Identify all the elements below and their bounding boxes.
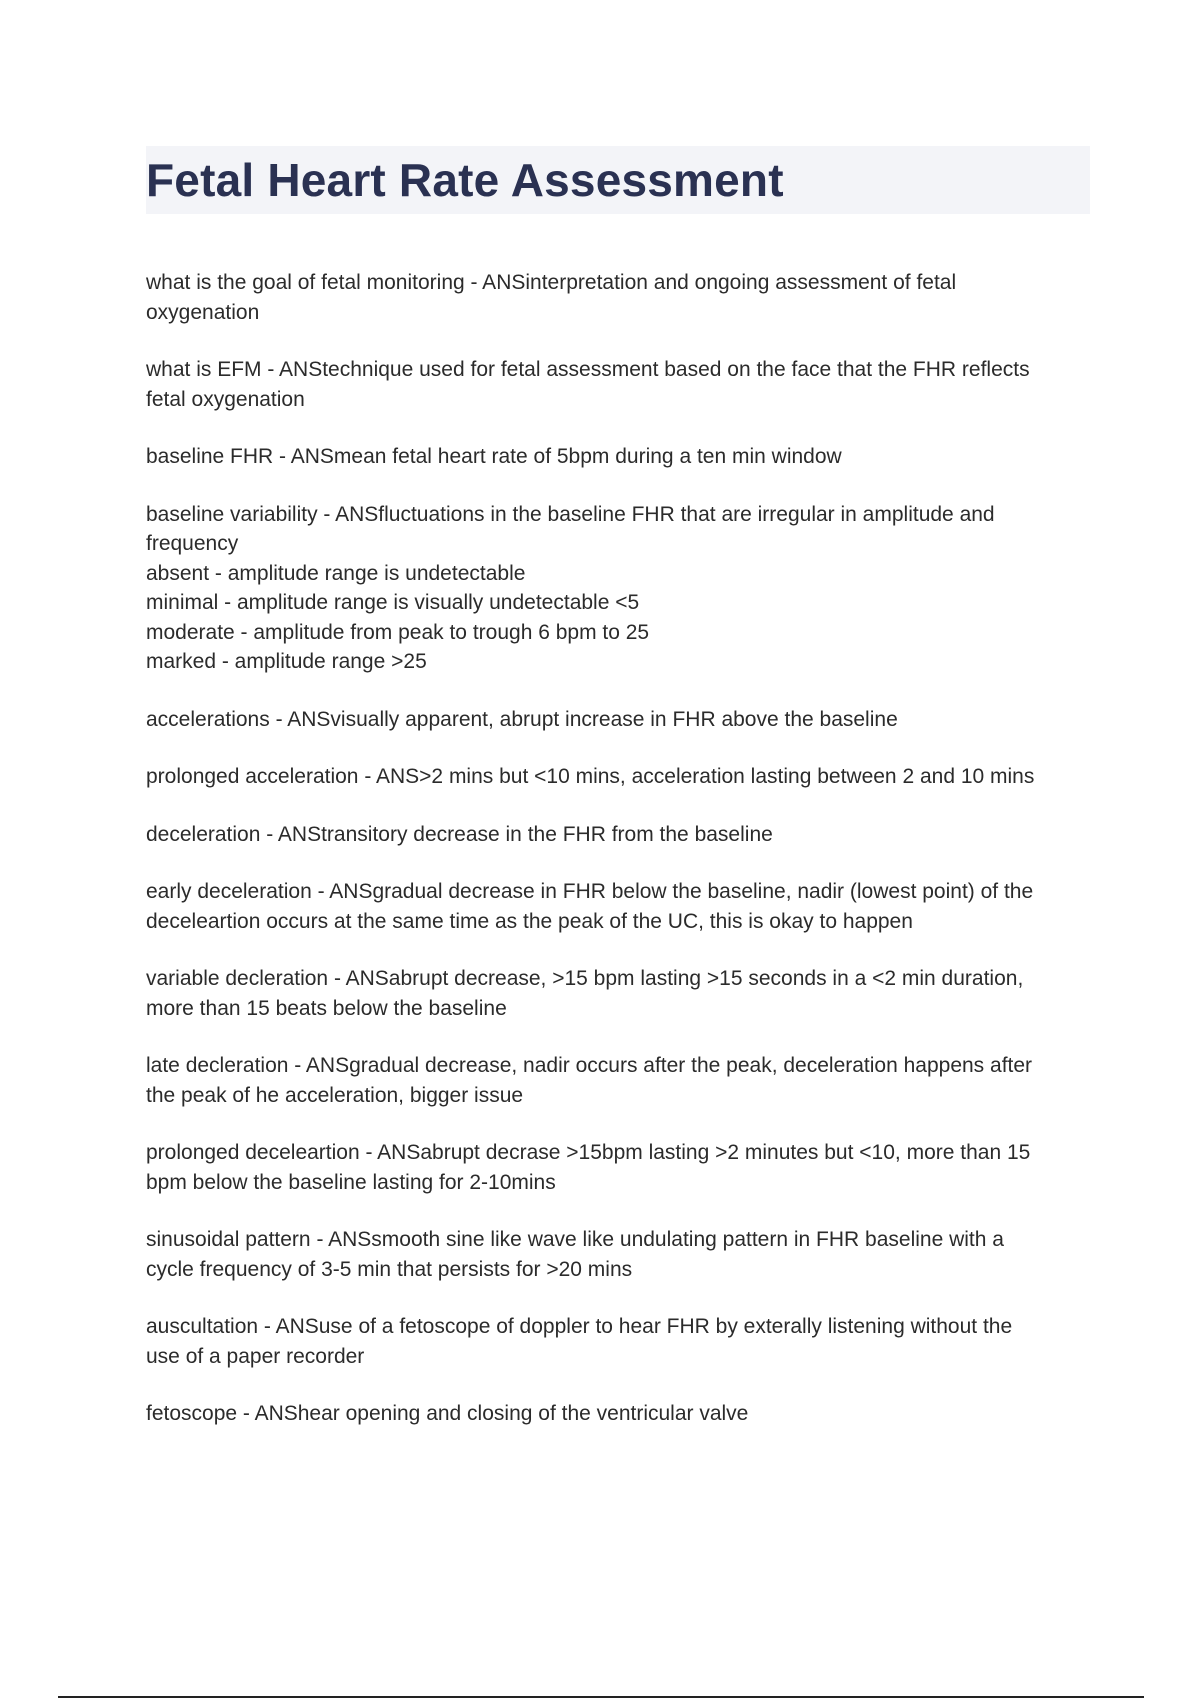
entry-term-line: prolonged deceleartion - ANSabrupt decrase >15bpm lasting >2 minutes but <10, more than 15 <box>146 1141 1031 1164</box>
flashcard-entry <box>146 500 1090 677</box>
entry-term-line: baseline FHR - ANSmean fetal heart rate of 5bpm during a ten min window <box>146 445 842 468</box>
entry-text-line: absent - amplitude range is undetectable <box>146 561 526 585</box>
entry-term-line: what is the goal of fetal monitoring - ANSinterpretation and ongoing assessment of fetal <box>146 271 957 294</box>
entry-term-line: prolonged acceleration - ANS>2 mins but <10 mins, acceleration lasting between 2 and 10 mins <box>146 765 1035 788</box>
entry-term-line: variable decleration - ANSabrupt decrease, >15 bpm lasting >15 seconds in a <2 min duration, <box>146 967 1024 990</box>
entry-text-line: use of a paper recorder <box>146 1344 365 1368</box>
entry-text-line: cycle frequency of 3-5 min that persists for >20 mins <box>146 1257 633 1281</box>
flashcard-entry <box>146 1051 1090 1110</box>
flashcard-entry <box>146 820 1090 850</box>
entry-text-line: fetal oxygenation <box>146 387 305 411</box>
flashcard-entry <box>146 1225 1090 1284</box>
entry-text-line: bpm below the baseline lasting for 2-10mins <box>146 1170 556 1194</box>
entry-term-line: fetoscope - ANShear opening and closing of the ventricular valve <box>146 1402 749 1425</box>
title-banner <box>146 146 1090 214</box>
footer-divider <box>58 1696 1144 1698</box>
flashcard-entry <box>146 877 1090 936</box>
flashcard-entry <box>146 355 1090 414</box>
flashcard-entry <box>146 1312 1090 1371</box>
flashcard-entry <box>146 762 1090 792</box>
entry-text-line: the peak of he acceleration, bigger issue <box>146 1083 524 1107</box>
flashcard-entry <box>146 1138 1090 1197</box>
entry-term-line: sinusoidal pattern - ANSsmooth sine like wave like undulating pattern in FHR baseline with a <box>146 1228 1004 1251</box>
flashcard-list <box>146 268 1090 1457</box>
entry-text-line: marked - amplitude range >25 <box>146 650 427 673</box>
entry-term-line: deceleration - ANStransitory decrease in the FHR from the baseline <box>146 822 773 846</box>
entry-term-line: what is EFM - ANStechnique used for fetal assessment based on the face that the FHR reflects <box>146 358 1030 381</box>
entry-text-line: oxygenation <box>146 300 260 324</box>
flashcard-entry <box>146 964 1090 1023</box>
entry-text-line: more than 15 beats below the baseline <box>146 996 507 1020</box>
flashcard-entry <box>146 268 1090 327</box>
entry-term-line: accelerations - ANSvisually apparent, abrupt increase in FHR above the baseline <box>146 707 898 731</box>
entry-text-line: deceleartion occurs at the same time as the peak of the UC, this is okay to happen <box>146 909 913 933</box>
page-title: Fetal Heart Rate Assessment <box>146 154 784 206</box>
entry-text-line: frequency <box>146 532 239 555</box>
entry-term-line: baseline variability - ANSfluctuations in the baseline FHR that are irregular in amplitude and <box>146 502 995 526</box>
flashcard-entry <box>146 705 1090 735</box>
entry-term-line: late decleration - ANSgradual decrease, nadir occurs after the peak, deceleration happens after <box>146 1054 1033 1077</box>
flashcard-entry <box>146 442 1090 472</box>
flashcard-entry <box>146 1399 1090 1429</box>
entry-text-line: minimal - amplitude range is visually undetectable <5 <box>146 591 640 614</box>
entry-text-line: moderate - amplitude from peak to trough 6 bpm to 25 <box>146 620 650 644</box>
entry-term-line: early deceleration - ANSgradual decrease in FHR below the baseline, nadir (lowest point) of the <box>146 880 1034 903</box>
entry-term-line: auscultation - ANSuse of a fetoscope of doppler to hear FHR by exterally listening without the <box>146 1315 1013 1338</box>
